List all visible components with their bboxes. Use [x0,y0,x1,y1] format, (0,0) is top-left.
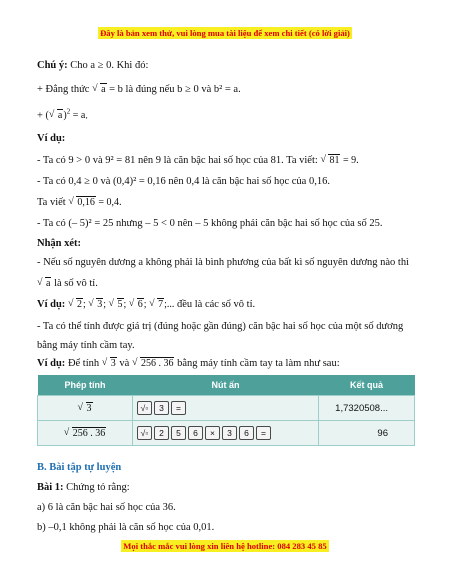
sqrt-key-icon: √▫ [137,426,152,440]
note-line [37,60,148,71]
note-item-1: + Đẳng thức √ a = b là đúng nếu b ≥ 0 và b² = a. [37,84,241,95]
remark-line-3: Ví dụ: √ 2; √ 3; √ 5; √ 6; √ 7;... đều là các số vô tỉ. [37,299,255,310]
example-line-1: - Ta có 9 > 0 và 9² = 81 nên 9 là căn bậc hai số học của 81. Ta viết: √ 81 = 9. [37,155,359,166]
note-text: Cho a ≥ 0. Khi đó: [67,60,149,71]
example-line-2: - Ta có 0,4 ≥ 0 và (0,4)² = 0,16 nên 0,4 là căn bậc hai số học của 0,16. [37,176,330,187]
exercise-line: Bài 1: Chứng tỏ rằng: [37,482,130,493]
table-row: √ 256 . 36 √▫ 2 5 6 × 3 6 = 96 [38,421,415,446]
sqrt-a-formula: √ a [92,84,106,95]
sqrt-a-inline: √ a [37,278,51,289]
table-row: √ 3 √▫ 3 = 1,7320508... [38,396,415,421]
sqrt81-formula: √ 81 = 9 [320,155,356,166]
example-line-4: - Ta có (– 5)² = 25 nhưng – 5 < 0 nên – 5 không phải căn bậc hai số học của số 25. [37,218,383,229]
sqrt016-formula: √ 0,16 = 0,4 [68,197,119,208]
table-header-operation: Phép tính [38,375,133,396]
remark-line-2: √ a là số vô tỉ. [37,278,98,289]
sqrt-a-squared-formula: (√ a)$^2$ = a [46,110,86,121]
remark-label: Nhận xét: [37,238,82,249]
sqrt-key-icon: √▫ [137,401,152,415]
top-banner: Đây là bản xem thử, vui lòng mua tài liệu để xem chi tiết (có lời giải) [100,28,350,38]
example-line-3: Ta viết √ 0,16 = 0,4. [37,197,122,208]
bottom-banner: Mọi thắc mắc vui lòng xin liên hệ hotline: 084 283 45 85 [123,541,327,551]
table-header-result: Kết quả [319,375,415,396]
remark-line-4: - Ta có thể tính được giá trị (đúng hoặc gần đúng) căn bậc hai số học của một số dương [37,321,404,332]
section-title: B. Bài tập tự luyện [37,462,122,473]
calculator-table [37,375,415,446]
example2-line: Ví dụ: Để tính √ 3 và √ 256 . 36 bằng máy tính cầm tay ta làm như sau: [37,358,340,369]
irrational-examples-formula: √ 2; √ 3; √ 5; √ 6; √ 7;... [68,299,174,310]
remark-line-1: - Nếu số nguyên dương a không phải là bình phương của bất kì số nguyên dương nào thì [37,257,410,268]
exercise-item-b: b) –0,1 không phải là căn số học của 0,01. [37,522,215,533]
note-label: Chú ý: [37,60,68,71]
example-label: Ví dụ: [37,133,66,144]
exercise-item-a: a) 6 là căn bậc hai số học của 36. [37,502,176,513]
table-header-keys: Nút ấn [133,375,319,396]
note-item-2: + (√ a)$^2$ = a. [37,108,88,121]
remark-line-5: bằng máy tính cầm tay. [37,340,135,351]
